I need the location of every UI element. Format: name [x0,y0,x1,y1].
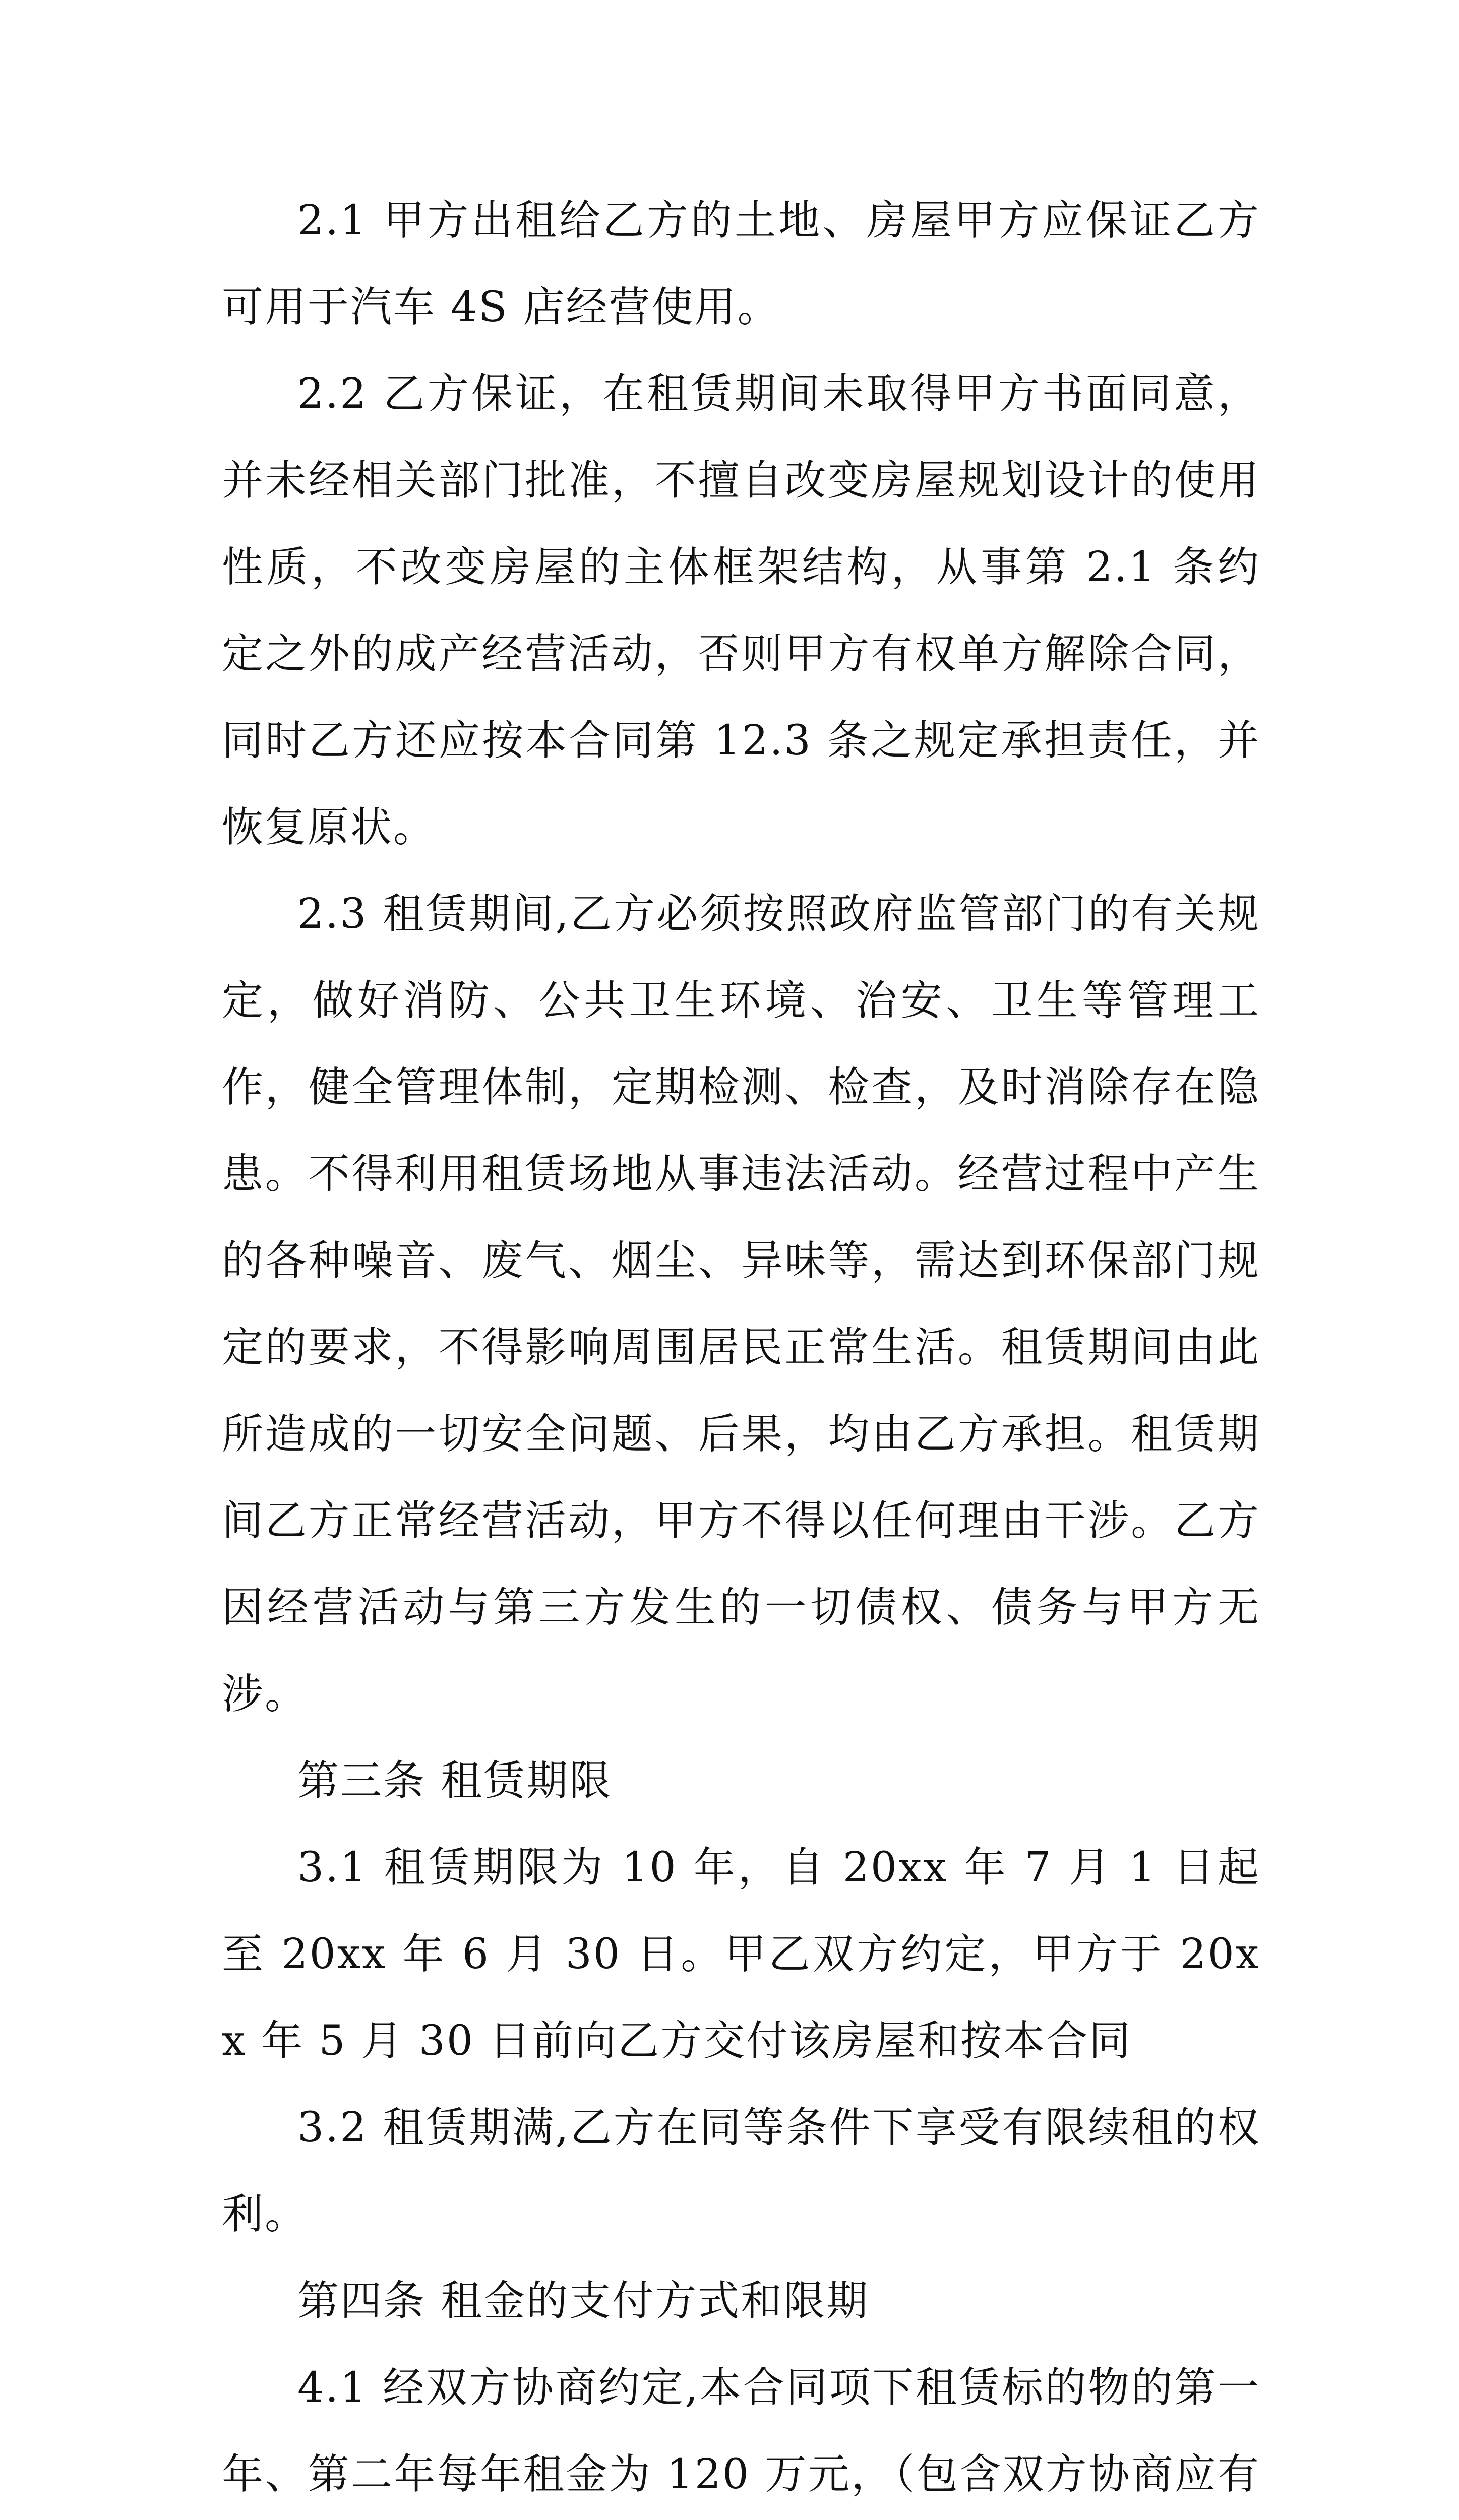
clause-3-1: 3.1 租赁期限为 10 年，自 20xx 年 7 月 1 日起至 20xx 年 6 月 30 日。甲乙双方约定，甲方于 20xx 年 5 月 30 日前向乙方交付该房屋和按本合同 [222,1844,1260,2065]
clause-3-2: 3.2 租赁期满,乙方在同等条件下享受有限续租的权利。 [222,2104,1260,2238]
article-3-heading: 第三条 租赁期限 [297,1757,613,1805]
clause-2-1: 2.1 甲方出租给乙方的土地、房屋甲方应保证乙方可用于汽车 4S 店经营使用。 [222,197,1260,331]
clause-2-3: 2.3 租赁期间,乙方必须按照政府监管部门的有关规定，做好消防、公共卫生环境、治安、卫生等管理工作，健全管理体制，定期检测、检查，及时消除存在隐患。不得利用租赁场地从事违法活动。经营过程中产生的各种噪音、废气、烟尘、异味等，需达到环保部门规定的要求，不得影响周围居民正常生活。租赁期间由此所造成的一切安全问题、后果，均由乙方承担。租赁期间乙方正常经营活动，甲方不得以任何理由干涉。乙方因经营活动与第三方发生的一切债权、债务与甲方无涉。 [222,890,1260,1718]
clause-4-1: 4.1 经双方协商约定,本合同项下租赁标的物的第一年、第二年每年租金为 120 万元，（包含双方协商应有 [222,2364,1260,2498]
document-body [222,177,1260,2520]
clause-2-2: 2.2 乙方保证，在租赁期间未取得甲方书面同意，并未经相关部门批准，不擅自改变房屋规划设计的使用性质，不改变房屋的主体框架结构，从事第 2.1 条约定之外的成产经营活动，否则甲方有权单方解除合同，同时乙方还应按本合同第 12.3 条之规定承担责任，并恢复原状。 [222,370,1260,851]
article-4-heading: 第四条 租金的支付方式和限期 [297,2277,870,2325]
